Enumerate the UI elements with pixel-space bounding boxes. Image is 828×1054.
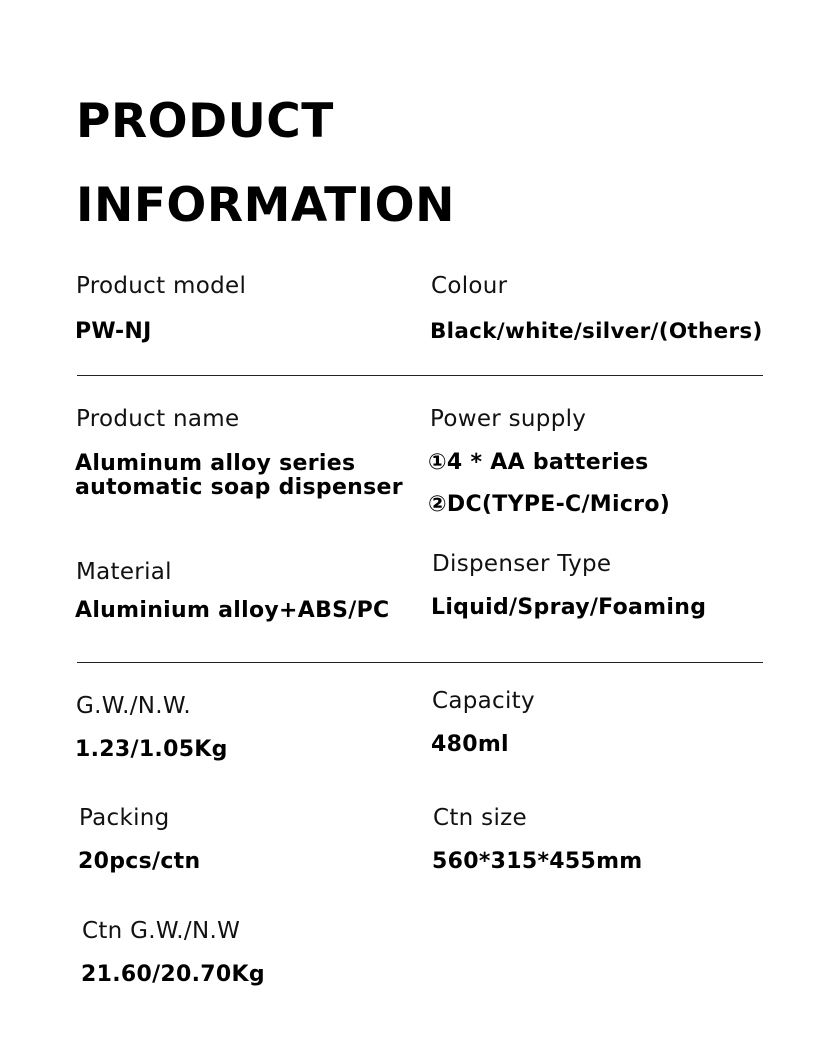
ctn-size-value: 560*315*455mm	[432, 849, 643, 874]
product-name-value	[75, 452, 403, 500]
power-supply-value-line-2: ②DC(TYPE-C/Micro)	[428, 492, 671, 517]
capacity-value: 480ml	[431, 732, 509, 757]
material-value: Aluminium alloy+ABS/PC	[75, 598, 390, 623]
packing-label: Packing	[79, 805, 170, 831]
product-name-value-line-1: Aluminum alloy series	[75, 451, 356, 476]
dispenser-type-label: Dispenser Type	[432, 551, 612, 577]
product-name-value-line-2: automatic soap dispenser	[75, 475, 403, 500]
power-supply-value-line-1: ①4 * AA batteries	[428, 450, 649, 475]
product-name-label: Product name	[76, 406, 240, 432]
divider-2	[77, 662, 763, 663]
colour-value: Black/white/silver/(Others)	[430, 319, 763, 344]
packing-value: 20pcs/ctn	[78, 849, 201, 874]
dispenser-type-value: Liquid/Spray/Foaming	[431, 595, 707, 620]
page-title-line-2: INFORMATION	[76, 178, 455, 233]
product-model-label: Product model	[76, 273, 247, 299]
ctn-size-label: Ctn size	[433, 805, 527, 831]
divider-1	[77, 375, 763, 376]
gw-nw-value: 1.23/1.05Kg	[75, 737, 228, 762]
page-title-line-1: PRODUCT	[76, 94, 334, 149]
product-model-value: PW-NJ	[75, 319, 152, 344]
capacity-label: Capacity	[432, 688, 535, 714]
ctn-gw-nw-label: Ctn G.W./N.W	[82, 918, 241, 944]
gw-nw-label: G.W./N.W.	[76, 693, 191, 719]
ctn-gw-nw-value: 21.60/20.70Kg	[81, 962, 265, 987]
colour-label: Colour	[431, 273, 508, 299]
material-label: Material	[76, 559, 172, 585]
power-supply-label: Power supply	[430, 406, 587, 432]
